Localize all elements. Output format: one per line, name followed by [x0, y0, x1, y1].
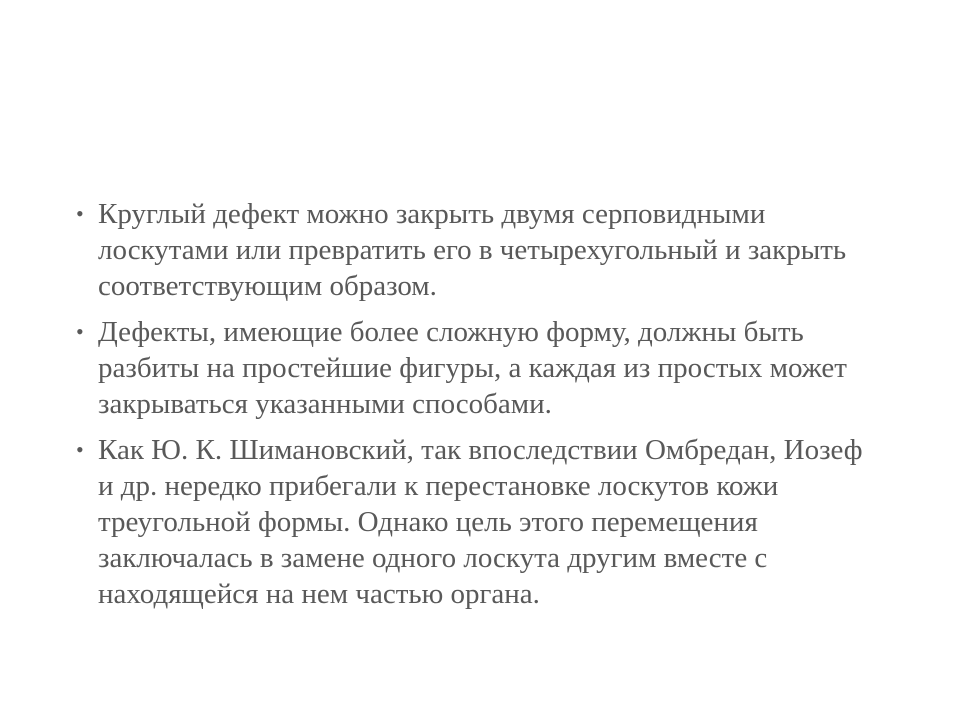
- bullet-list: [76, 196, 876, 612]
- bullet-text: Дефекты, имеющие более сложную форму, должны быть разбиты на простейшие фигуры, а каждая из простых может закрываться указанными способами.: [98, 316, 847, 420]
- bullet-icon: •: [76, 201, 84, 226]
- bullet-item-1: [76, 196, 876, 304]
- bullet-item-3: [76, 432, 876, 612]
- slide-content: [76, 196, 876, 622]
- bullet-item-2: [76, 314, 876, 422]
- bullet-text: Круглый дефект можно закрыть двумя серповидными лоскутами или превратить его в четырехугольный и закрыть соответствующим образом.: [98, 198, 847, 302]
- bullet-text: Как Ю. К. Шимановский, так впоследствии Омбредан, Иозеф и др. нередко прибегали к перестановке лоскутов кожи треугольной формы. Однако цель этого перемещения заключалась в замене одного лоскута другим вместе с находящейся на нем частью органа.: [98, 434, 863, 610]
- bullet-icon: •: [76, 319, 84, 344]
- bullet-icon: •: [76, 437, 84, 462]
